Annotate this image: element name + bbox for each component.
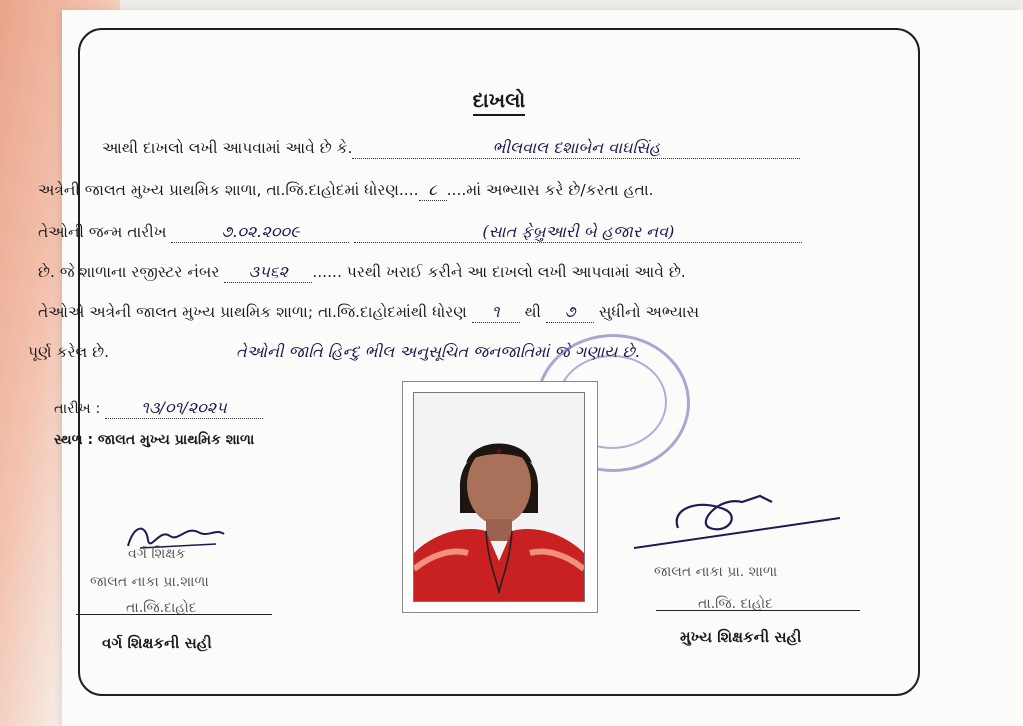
line-issue-date: તારીખ : ૧૩/૦૧/૨૦૨૫: [54, 398, 263, 419]
principal-signature-line: [656, 610, 860, 611]
principal-label: મુખ્ય શિક્ષકની સહી: [680, 628, 802, 646]
principal-stamp-1: જાલત નાકા પ્રા. શાળા: [654, 564, 778, 580]
line-std-range: તેઓએ અત્રેની જાલત મુખ્ય પ્રાથમિક શાળા; તા.જિ.દાહોદમાંથી ધોરણ ૧ થી ૭ સુધીનો અભ્યાસ: [38, 302, 700, 321]
line-student-name: આથી દાખલો લખી આપવામાં આવે છે કે. ભીલવાલ દશાબેન વાઘસિંહ: [102, 138, 800, 159]
std-to: ૭: [546, 302, 594, 323]
principal-signature-icon: [630, 478, 850, 558]
issue-date: ૧૩/૦૧/૨૦૨૫: [105, 398, 263, 419]
student-name: ભીલવાલ દશાબેન વાઘસિંહ: [352, 138, 800, 159]
birth-date: ૭.૦૨.૨૦૦૯: [171, 222, 349, 243]
student-photo: [413, 392, 585, 602]
class-teacher-signature-line: [76, 614, 272, 615]
caste-remark: તેઓની જાતિ હિન્દુ ભીલ અનુસૂચિત જનજાતિમાં જે ગણાય છે.: [236, 342, 640, 361]
line-register-no: છે. જે શાળાના રજીસ્ટર નંબર ૩૫૬૨ ...... પરથી ખરાઈ કરીને આ દાખલો લખી આપવામાં આવે છે.: [38, 262, 686, 281]
line-birth-date: તેઓની જન્મ તારીખ ૭.૦૨.૨૦૦૯ (સાત ફેબ્રુઆરી બે હજાર નવ): [38, 222, 802, 243]
current-standard: ૮: [419, 180, 447, 201]
line-current-std: અત્રેની જાલત મુખ્ય પ્રાથમિક શાળા, તા.જિ.દાહોદમાં ધોરણ.... ૮ ....માં અભ્યાસ કરે છે/કરતા હતા.: [38, 180, 654, 199]
class-teacher-stamp-2: જાલત નાકા પ્રા.શાળા: [90, 574, 209, 590]
certificate-title: દાખલો: [80, 88, 918, 112]
student-photo-frame: [402, 381, 598, 613]
birth-date-words: (સાત ફેબ્રુઆરી બે હજાર નવ): [354, 222, 802, 243]
register-number: ૩૫૬૨: [224, 262, 312, 283]
class-teacher-label: વર્ગ શિક્ષકની સહી: [102, 634, 212, 652]
line-remark: પૂર્ણ કરેલ છે. તેઓની જાતિ હિન્દુ ભીલ અનુસૂચિત જનજાતિમાં જે ગણાય છે.: [28, 342, 762, 362]
std-from: ૧: [472, 302, 520, 323]
class-teacher-stamp-3: તા.જિ.દાહોદ: [126, 600, 197, 616]
class-teacher-stamp-1: વર્ગ શિક્ષક: [128, 546, 186, 562]
principal-stamp-2: તા.જિ. દાહોદ: [698, 596, 774, 612]
place-line: સ્થળ : જાલત મુખ્ય પ્રાથમિક શાળા: [54, 432, 255, 448]
